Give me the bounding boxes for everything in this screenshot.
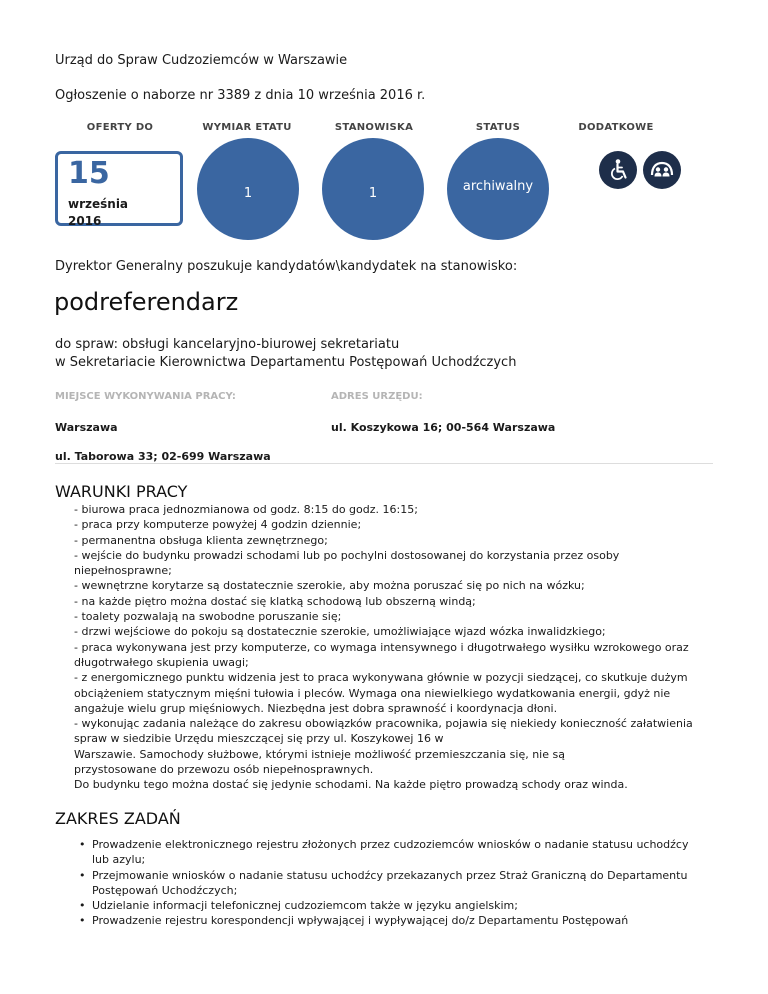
task-line: • Prowadzenie elektronicznego rejestru złożonych przez cudzoziemców wniosków o nadanie statusu uchodźcy [92,838,689,851]
wheelchair-icon [599,151,637,189]
department-line: w Sekretariacie Kierownictwa Departamentu Postępowań Uchodźczych [55,355,517,370]
conditions-line: - toalety pozwalają na swobodne poruszanie się; [74,610,342,624]
work-address: ul. Taborowa 33; 02-699 Warszawa [55,450,271,463]
conditions-line: - biurowa praca jednozmianowa od godz. 8:15 do godz. 16:15; [74,503,418,516]
conditions-heading: WARUNKI PRACY [55,482,188,501]
conditions-line: obciążeniem statycznym mięśni tułowia i pleców. Wymaga ona niewielkiego wydatkowania energii, gdyż nie [74,686,671,700]
scope-line: do spraw: obsługi kancelaryjno-biurowej sekretariatu [55,337,400,352]
conditions-line: - wewnętrzne korytarze są dostatecznie szerokie, aby można poruszać się po nich na wózku; [74,579,585,593]
task-line: Postępowań Uchodźczych; [92,883,238,897]
task-line: • Przejmowanie wniosków o nadanie statusu uchodźcy przekazanych przez Straż Graniczną do Departamentu [92,868,688,882]
deadline-month-year [68,196,128,230]
list-item [74,868,724,899]
header-positions: STANOWISKA [334,122,414,133]
work-city: Warszawa [55,421,118,434]
task-line: lub azylu; [92,853,146,867]
list-item [74,898,724,913]
announcement-title: Ogłoszenie o naborze nr 3389 z dnia 10 września 2016 r. [55,88,426,103]
conditions-line: Warszawie. Samochody służbowe, którymi istnieje możliwość przemieszczania się, nie są [74,747,565,761]
task-line: • Udzielanie informacji telefonicznej cudzoziemcom także w języku angielskim; [92,899,518,913]
hours-value: 1 [243,186,253,201]
conditions-line: - wykonując zadania należące do zakresu obowiązków pracownika, pojawia się niekiedy konieczność załatwienia [74,717,693,731]
deadline-year: 2016 [68,214,102,228]
hours-circle [197,138,299,240]
intro-text: Dyrektor Generalny poszukuje kandydatów\kandydatek na stanowisko: [55,259,518,274]
conditions-line: - praca wykonywana jest przy komputerze, co wymaga intensywnego i długotrwałego wysiłku wzrokowego oraz [74,640,689,654]
deadline-date-box [55,151,183,226]
conditions-line: niepełnosprawne; [74,564,172,578]
tasks-list [74,837,724,929]
list-item [74,837,724,868]
conditions-line: - permanentna obsługa klienta zewnętrznego; [74,533,328,547]
conditions-line: długotrwałego skupienia uwagi; [74,655,249,669]
job-title: podreferendarz [54,288,239,316]
status-circle [447,138,549,240]
conditions-line: - praca przy komputerze powyżej 4 godzin dziennie; [74,518,362,532]
office-address: ul. Koszykowa 16; 00-564 Warszawa [331,421,556,434]
deadline-day: 15 [68,156,110,191]
task-line: • Prowadzenie rejestru korespondencji wpływającej i wypływającej do/z Departamentu Postępowań [92,914,629,928]
conditions-line: - z energomicznego punktu widzenia jest to praca wykonywana głównie w pozycji siedzącej, co skutkuje dużym [74,671,688,685]
office-address-label: ADRES URZĘDU: [331,391,423,402]
conditions-line: - drzwi wejściowe do pokoju są dostatecznie szerokie, umożliwiające wjazd wózka inwalidzkiego; [74,625,606,639]
section-divider [55,463,713,464]
header-status: STATUS [475,122,521,133]
people-icon [643,151,681,189]
conditions-line: przystosowane do przewozu osób niepełnosprawnych. [74,763,374,777]
conditions-line: spraw w siedzibie Urzędu mieszczącej się przy ul. Koszykowej 16 w [74,732,444,746]
organization-name: Urząd do Spraw Cudzoziemców w Warszawie [55,53,348,68]
conditions-line: - wejście do budynku prowadzi schodami lub po pochylni dostosowanej do korzystania przez osoby [74,548,620,562]
work-place-label: MIEJSCE WYKONYWANIA PRACY: [55,391,236,402]
conditions-line: angażuje wielu grup mięśniowych. Niezbędna jest dobra sprawność i koordynacja dłoni. [74,701,558,715]
positions-circle [322,138,424,240]
header-deadline: OFERTY DO [86,122,154,133]
deadline-month: września [68,197,129,211]
header-hours: WYMIAR ETATU [202,122,292,133]
conditions-line: Do budynku tego można dostać się jedynie schodami. Na każde piętro prowadzą schody oraz winda. [74,778,628,792]
list-item [74,913,724,928]
status-value: archiwalny [462,179,534,194]
conditions-line: - na każde piętro można dostać się klatką schodową lub obszerną windą; [74,594,476,608]
conditions-list [74,502,724,793]
tasks-heading: ZAKRES ZADAŃ [55,809,181,828]
positions-value: 1 [368,186,378,201]
header-extras: DODATKOWE [578,122,654,133]
